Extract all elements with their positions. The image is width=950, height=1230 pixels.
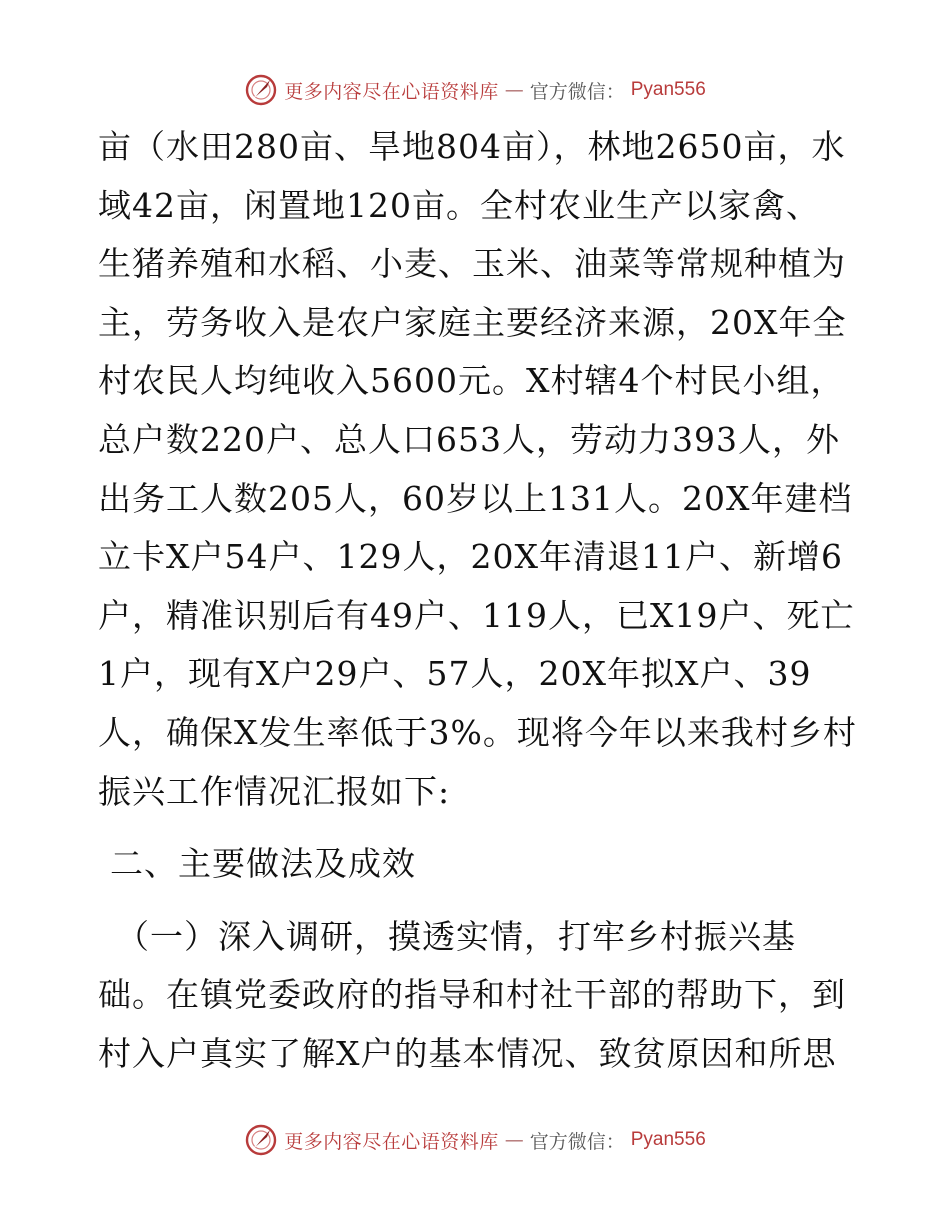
watermark-official-label: 官方微信： [529, 1130, 625, 1153]
paragraph-research [98, 966, 858, 1083]
section-heading: 二、主要做法及成效 [110, 844, 416, 884]
watermark-text: 更多内容尽在心语资料库 [284, 80, 499, 103]
header-watermark [0, 70, 950, 110]
subsection-heading: （一）深入调研，摸透实情，打牢乡村振兴基 [116, 916, 796, 956]
text-line: 生猪养殖和水稻、小麦、玉米、油菜等常规种植为 [98, 244, 846, 284]
watermark-separator: — [504, 79, 524, 101]
text-line: 村入户真实了解X户的基本情况、致贫原因和所思 [98, 1033, 837, 1073]
watermark-text: 更多内容尽在心语资料库 [284, 1130, 499, 1153]
watermark-separator: — [504, 1129, 524, 1151]
text-line: 础。在镇党委政府的指导和村社干部的帮助下，到 [98, 975, 846, 1015]
footer-watermark [0, 1120, 950, 1160]
text-line: 村农民人均纯收入5600元。X村辖4个村民小组， [98, 361, 845, 401]
watermark-wechat-id: Pyan556 [630, 1129, 706, 1150]
watermark-wechat-id: Pyan556 [630, 79, 706, 100]
quill-in-circle-icon [244, 1123, 278, 1157]
text-line: 户，精准识别后有49户、119人，已X19户、死亡 [98, 595, 855, 635]
text-line: 人，确保X发生率低于3%。现将今年以来我村乡村 [98, 712, 857, 752]
text-line: 总户数220户、总人口653人，劳动力393人，外 [98, 419, 840, 459]
paragraph-intro [98, 118, 858, 821]
text-line: 振兴工作情况汇报如下: [98, 771, 451, 811]
text-line: 域42亩，闲置地120亩。全村农业生产以家禽、 [98, 185, 820, 225]
text-line: 出务工人数205人，60岁以上131人。20X年建档 [98, 478, 853, 518]
text-line: 主，劳务收入是农户家庭主要经济来源，20X年全 [98, 302, 847, 342]
document-body [98, 118, 858, 1084]
watermark-official-label: 官方微信： [529, 80, 625, 103]
text-line: 立卡X户54户、129人，20X年清退11户、新增6 [98, 537, 843, 577]
text-line: 亩（水田280亩、旱地804亩），林地2650亩，水 [98, 127, 846, 166]
quill-in-circle-icon [244, 73, 278, 107]
text-line: 1户，现有X户29户、57人，20X年拟X户、39 [98, 654, 812, 694]
